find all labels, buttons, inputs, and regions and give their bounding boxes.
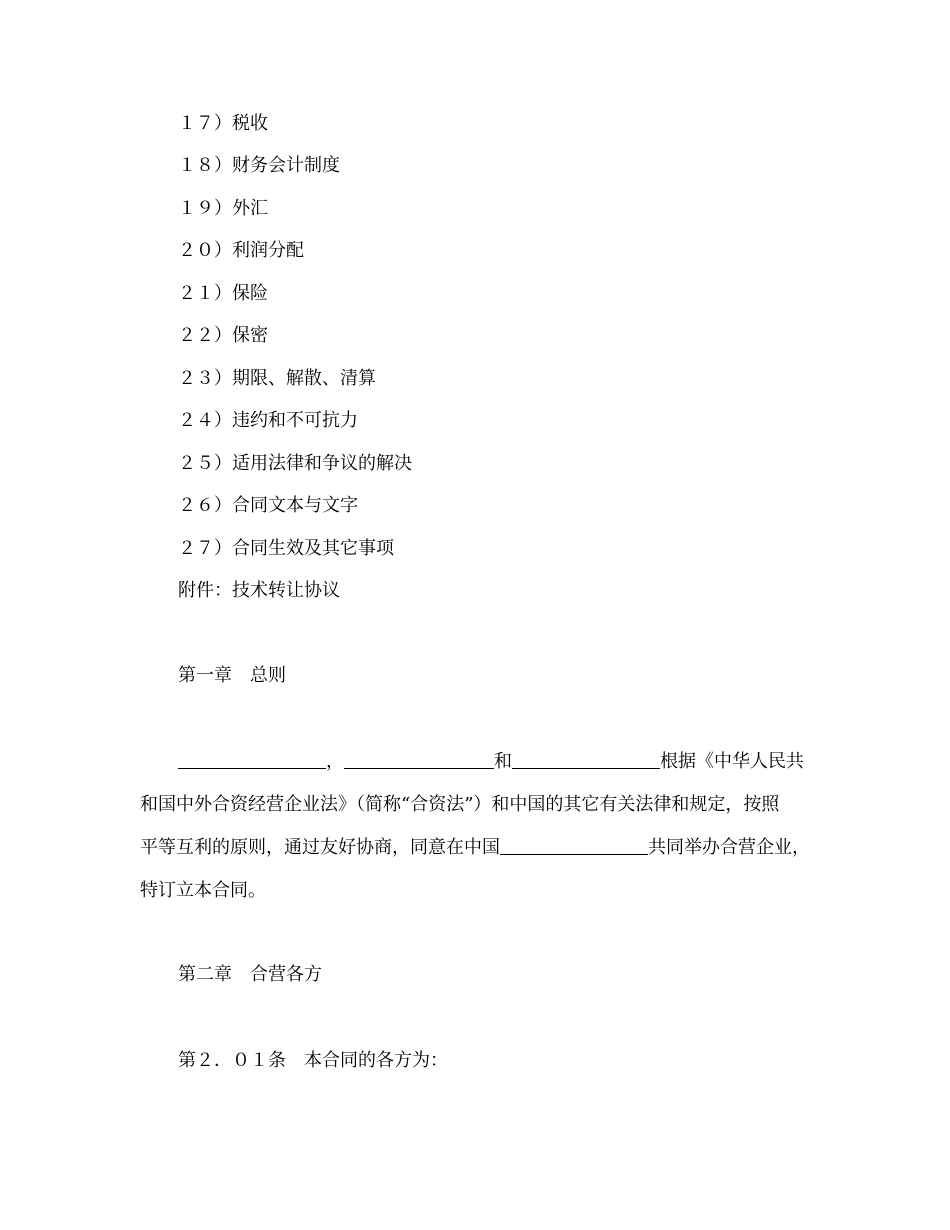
party-b-blank	[344, 750, 494, 769]
chapter-1-paragraph-line-2: 和国中外合资经营企业法》（简称“合资法”）和中国的其它有关法律和规定，按照	[140, 794, 780, 815]
toc-item: ２７）合同生效及其它事项	[178, 538, 394, 559]
appendix-item: 附件：技术转让协议	[178, 580, 340, 601]
line-3-head: 平等互利的原则，通过友好协商，同意在中国	[140, 837, 500, 858]
toc-item: ２６）合同文本与文字	[178, 495, 358, 516]
chapter-2-heading: 第二章 合营各方	[178, 964, 322, 985]
article-2-01: 第２．０１条 本合同的各方为：	[178, 1050, 448, 1071]
chapter-1-heading: 第一章 总则	[178, 665, 286, 686]
line-3-tail: 共同举办合营企业，	[648, 837, 810, 858]
party-a-blank	[178, 750, 326, 769]
line-1-tail: 根据《中华人民共	[660, 751, 804, 772]
toc-item: ２５）适用法律和争议的解决	[178, 453, 412, 474]
toc-item: ２４）违约和不可抗力	[178, 410, 358, 431]
location-blank	[500, 836, 648, 855]
toc-item: ２２）保密	[178, 325, 268, 346]
toc-item: １９）外汇	[178, 198, 268, 219]
chapter-1-paragraph-line-1	[178, 750, 812, 774]
toc-item: ２３）期限、解散、清算	[178, 368, 376, 389]
separator-comma: ，	[326, 751, 344, 772]
separator-and: 和	[494, 751, 512, 772]
toc-item: １７）税收	[178, 113, 268, 134]
chapter-1-paragraph-line-4: 特订立本合同。	[140, 880, 266, 901]
toc-item: ２０）利润分配	[178, 240, 304, 261]
chapter-1-paragraph-line-3	[140, 836, 812, 860]
toc-item: １８）财务会计制度	[178, 155, 340, 176]
party-c-blank	[512, 750, 660, 769]
toc-item: ２１）保险	[178, 283, 268, 304]
